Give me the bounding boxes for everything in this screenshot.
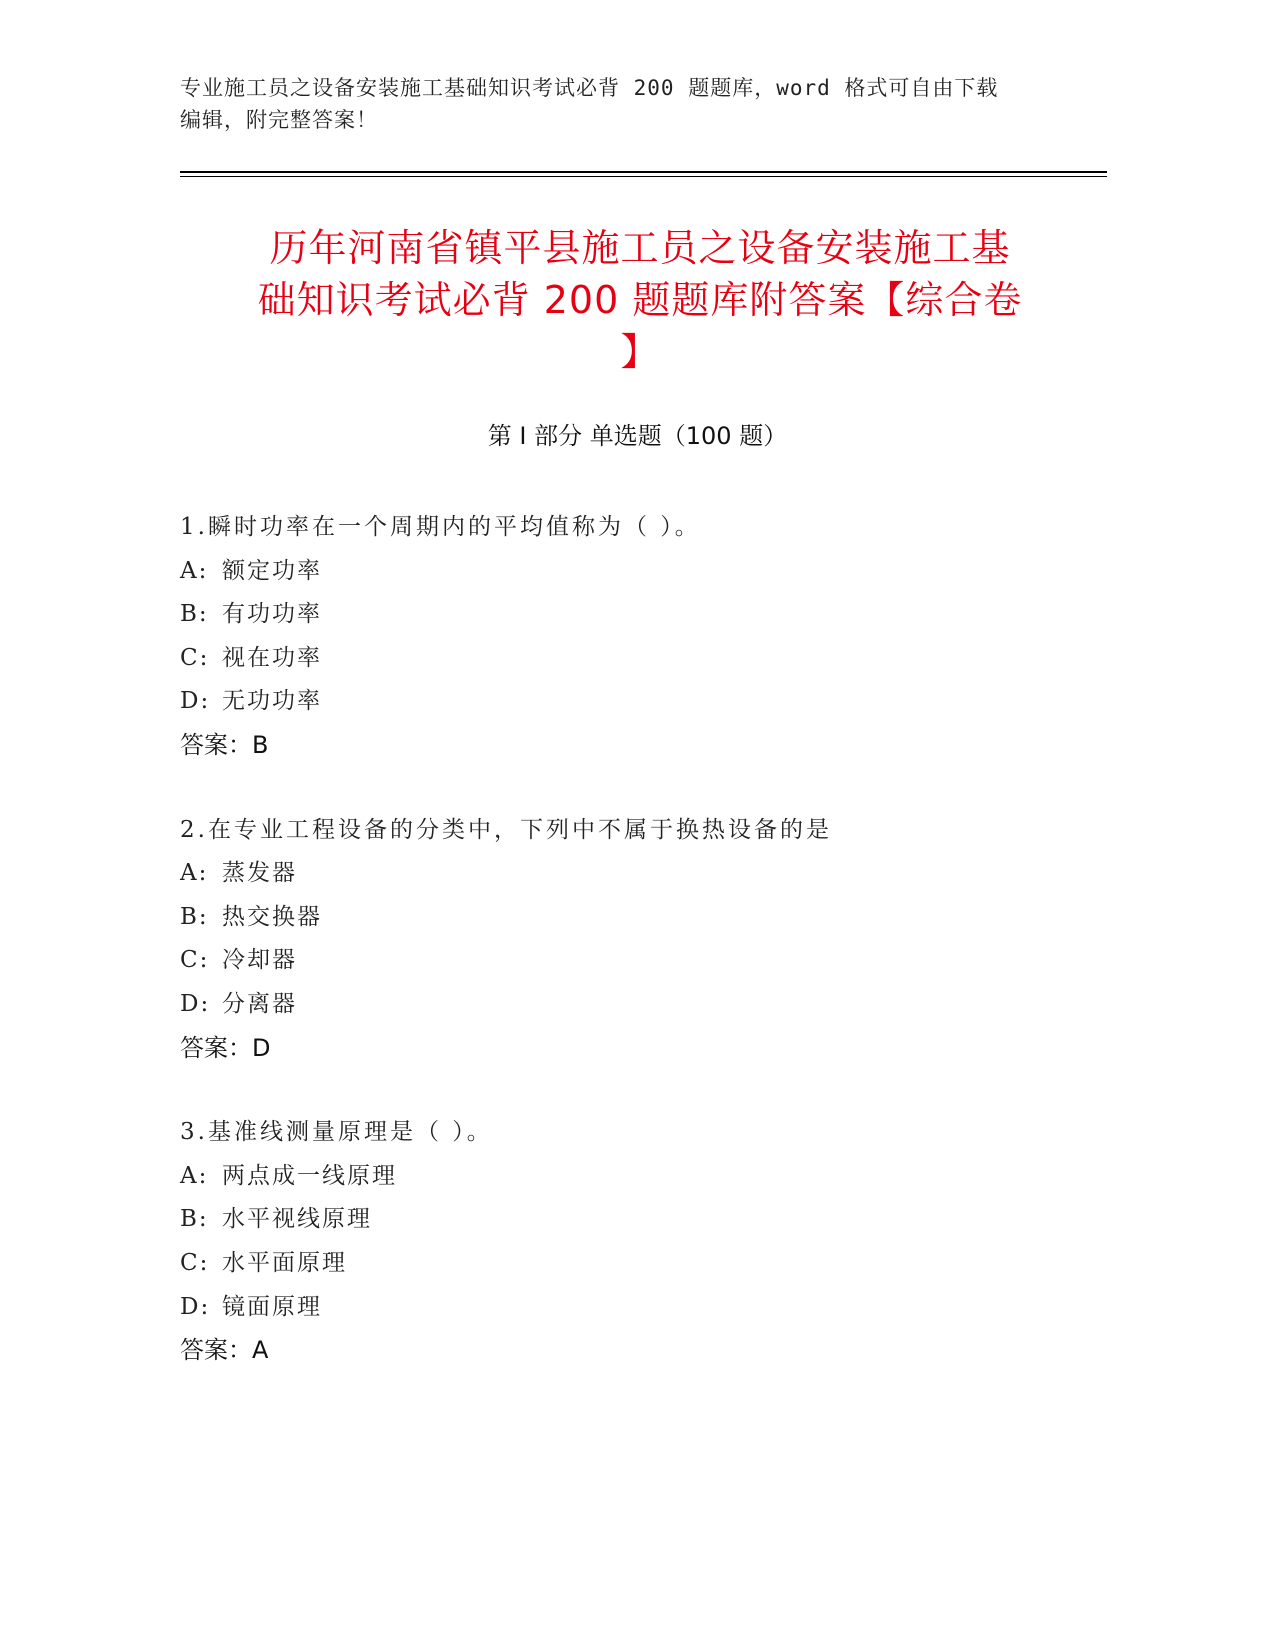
option-letter: B: [180,1206,209,1233]
option-c [180,939,1100,983]
option-text: 视在功率 [222,644,322,671]
option-b [180,593,1100,637]
question-3 [180,1111,1100,1373]
option-letter: D: [180,688,211,715]
document-title [180,222,1100,378]
header-rule-thin [180,176,1107,177]
option-letter: A: [180,860,209,887]
option-letter: B: [180,903,209,930]
option-b [180,896,1100,940]
header-text [180,72,1060,136]
answer-line: 答案：A [180,1336,269,1365]
option-text: 无功功率 [222,688,322,715]
title-line-2: 础知识考试必背 200 题题库附答案【综合卷 [257,278,1023,322]
header-rule-thick [180,171,1107,173]
option-text: 水平视线原理 [222,1206,372,1233]
question-list [180,506,1100,1414]
option-letter: D: [180,990,211,1017]
option-text: 水平面原理 [222,1249,347,1276]
question-stem: 1.瞬时功率在一个周期内的平均值称为（ ）。 [180,514,701,540]
option-text: 有功功率 [222,601,322,628]
option-letter: C: [180,947,210,974]
option-d [180,983,1100,1027]
option-text: 冷却器 [222,947,297,974]
option-a [180,852,1100,896]
option-c [180,637,1100,681]
option-text: 蒸发器 [222,860,297,887]
option-text: 镜面原理 [222,1293,322,1320]
option-letter: D: [180,1293,211,1320]
answer-line: 答案：B [180,730,269,759]
title-line-3: 】 [620,330,660,374]
option-letter: B: [180,601,209,628]
question-2 [180,809,1100,1071]
header-line-2: 编辑，附完整答案！ [180,108,378,132]
option-text: 额定功率 [222,557,322,584]
section-title: 第 I 部分 单选题（100 题） [487,422,788,450]
option-letter: A: [180,1162,209,1189]
option-d [180,1286,1100,1330]
option-c [180,1242,1100,1286]
title-line-1: 历年河南省镇平县施工员之设备安装施工基 [269,226,1011,270]
question-stem: 3.基准线测量原理是（ ）。 [180,1119,493,1146]
option-letter: A: [180,557,209,584]
option-a [180,550,1100,594]
question-stem: 2.在专业工程设备的分类中，下列中不属于换热设备的是 [180,816,832,843]
option-text: 分离器 [222,990,297,1017]
option-text: 两点成一线原理 [222,1162,397,1189]
option-letter: C: [180,1249,210,1276]
answer-line: 答案：D [180,1033,271,1062]
option-letter: C: [180,644,210,671]
option-d [180,680,1100,724]
option-a [180,1155,1100,1199]
question-1 [180,506,1100,768]
option-b [180,1198,1100,1242]
header-line-1: 专业施工员之设备安装施工基础知识考试必背 200 题题库，word 格式可自由下载 [180,76,999,100]
option-text: 热交换器 [222,903,322,930]
